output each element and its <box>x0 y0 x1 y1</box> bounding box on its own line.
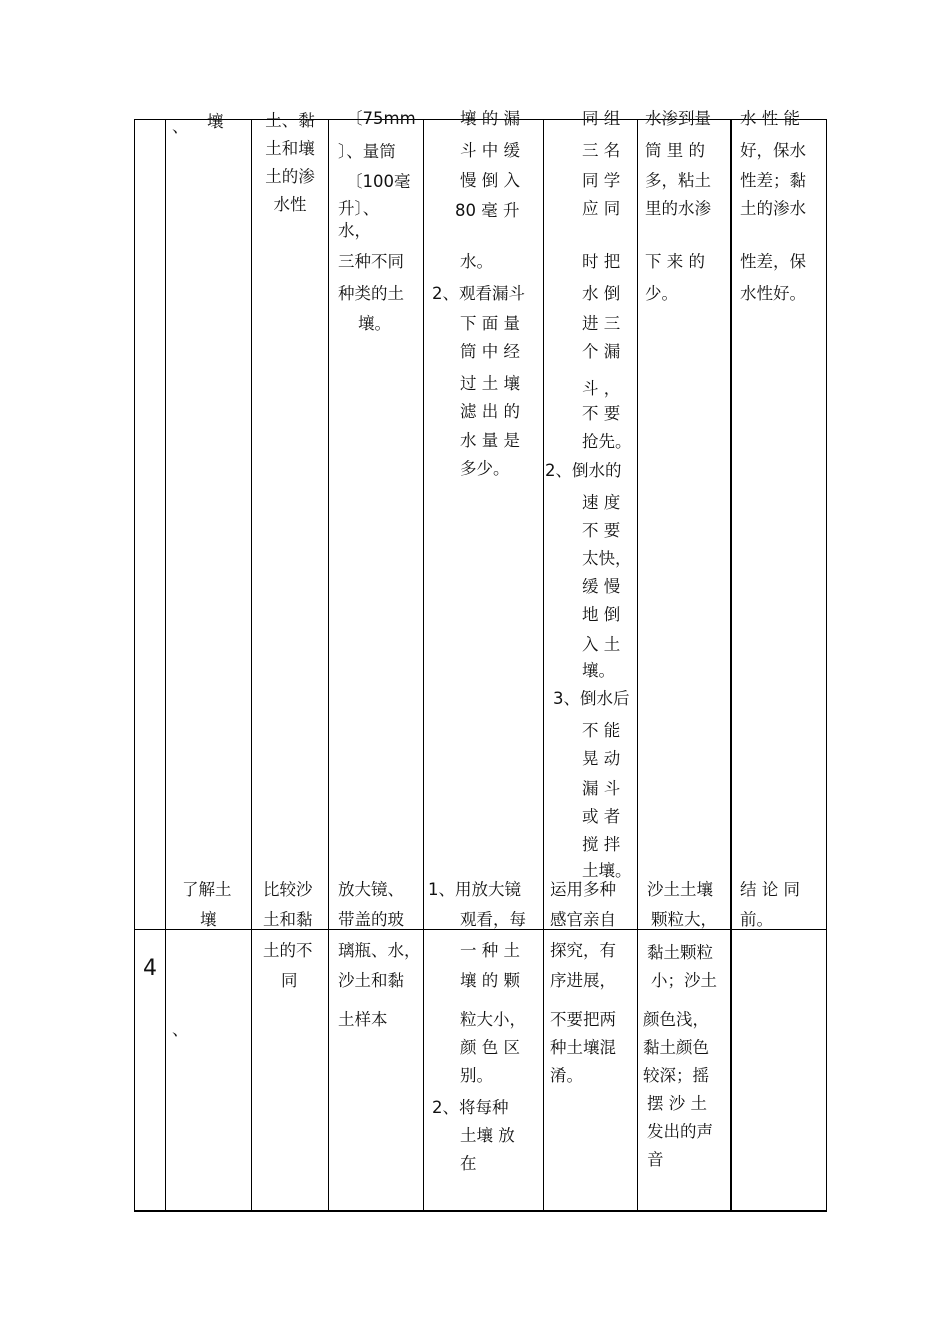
row1-col8-line: 水性好。 <box>740 284 806 303</box>
row1-col7-line: 筒 里 的 <box>645 141 705 160</box>
col-line-2 <box>165 119 166 1211</box>
row1-col8-line: 土的渗水 <box>740 199 806 218</box>
row1-col6-line: 进 三 <box>582 314 621 333</box>
row1-col6-line: 同 组 <box>582 109 621 128</box>
row2-col7-line: 黏土颗粒 <box>647 943 713 962</box>
row1-col7-line: 里的水渗 <box>645 199 711 218</box>
row1-col5-line: 水。 <box>460 252 493 271</box>
row2-col3-line: 比较沙 <box>263 880 313 899</box>
row2-col7-line: 摆 沙 土 <box>647 1094 707 1113</box>
row1-col8-line: 好，保水 <box>740 141 806 160</box>
col-line-8 <box>730 119 732 1211</box>
row1-col6-line: 水 倒 <box>582 284 621 303</box>
row1-col3-line: 土、黏 <box>265 111 315 130</box>
row2-col5-line: 土壤 放 <box>460 1126 515 1145</box>
row1-col4-line: 〔100毫 <box>346 172 411 191</box>
row1-col4-line: 水， <box>338 221 371 240</box>
row1-col4-line: 〔75mm <box>346 109 416 128</box>
row2-col5-line: 壤 的 颗 <box>460 971 520 990</box>
row2-col5-line: 1、用放大镜 <box>428 880 521 899</box>
table-bottom-border <box>134 1210 827 1212</box>
row2-col7-line: 较深；摇 <box>643 1066 709 1085</box>
row1-col6-line: 晃 动 <box>582 749 621 768</box>
row2-col7-line: 小；沙土 <box>651 971 717 990</box>
row2-col8-line: 结 论 同 <box>740 880 800 899</box>
row1-col6-line: 或 者 <box>582 807 621 826</box>
row1-col2-line: 壤 <box>207 112 224 131</box>
row1-col6-line: 个 漏 <box>582 342 621 361</box>
row1-col7-line: 水渗到量 <box>645 109 711 128</box>
row1-col2-line: 、 <box>172 117 189 136</box>
row2-col2-line: 、 <box>172 1020 189 1039</box>
row2-col6-line: 序进展， <box>550 971 616 990</box>
row1-col4-line: 升〕、 <box>338 199 380 218</box>
row2-col6-line: 探究，有 <box>550 941 616 960</box>
row2-col7-line: 发出的声 <box>647 1122 713 1141</box>
row1-col3-line: 水性 <box>273 195 307 214</box>
row2-col7-line: 黏土颜色 <box>643 1038 709 1057</box>
row2-col5-line: 在 <box>460 1154 477 1173</box>
row1-col7-line: 少。 <box>645 284 678 303</box>
row1-col6-line: 2、倒水的 <box>545 461 622 480</box>
row2-col5-line: 粒大小， <box>460 1010 526 1029</box>
col-line-4 <box>328 119 329 1211</box>
row2-col6-line: 种土壤混 <box>550 1038 616 1057</box>
row1-col6-line: 不 要 <box>582 404 621 423</box>
row2-col7-line: 颗粒大， <box>651 910 717 929</box>
col-line-6 <box>543 119 544 1211</box>
row1-col4-line: 种类的土 <box>338 284 404 303</box>
col-line-7 <box>637 119 638 1211</box>
row1-col7-line: 多，粘土 <box>645 171 711 190</box>
col-line-9 <box>826 119 827 1211</box>
row2-col8-line: 前。 <box>740 910 773 929</box>
row1-col7-line: 下 来 的 <box>645 252 705 271</box>
row1-col6-line: 同 学 <box>582 171 621 190</box>
col-line-3 <box>251 119 252 1211</box>
row2-col6-line: 淆。 <box>550 1066 583 1085</box>
row1-col5-line: 多少。 <box>460 459 510 478</box>
row1-col5-line: 斗 中 缓 <box>460 141 520 160</box>
col-line-1 <box>134 119 135 1211</box>
row2-col3-line: 土和黏 <box>263 910 313 929</box>
row2-col2-line: 壤 <box>200 910 217 929</box>
row1-col6-line: 速 度 <box>582 493 621 512</box>
row1-col6-line: 斗 ， <box>582 379 621 398</box>
row2-col4-line: 放大镜、 <box>338 880 404 899</box>
row1-col5-line: 2、观看漏斗 <box>432 284 525 303</box>
row2-col3-line: 同 <box>281 971 298 990</box>
row1-col6-line: 壤。 <box>582 661 615 680</box>
row2-col5-line: 2、将每种 <box>432 1098 509 1117</box>
row1-col6-line: 抢先。 <box>582 432 632 451</box>
row2-col4-line: 璃瓶、水， <box>338 941 421 960</box>
row2-col5-line: 一 种 土 <box>460 941 520 960</box>
row1-col3-cell <box>253 107 327 219</box>
row2-col7-line: 颜色浅， <box>643 1010 709 1029</box>
row2-col7-line: 音 <box>647 1150 664 1169</box>
row-number: 4 <box>143 956 157 981</box>
row2-col6-line: 运用多种 <box>550 880 616 899</box>
row1-col6-line: 缓 慢 <box>582 577 621 596</box>
row1-col6-line: 3、倒水后 <box>553 689 630 708</box>
row1-col6-line: 地 倒 <box>582 605 621 624</box>
row1-col5-line: 滤 出 的 <box>460 402 520 421</box>
row1-col6-line: 太快， <box>582 549 632 568</box>
row2-col6-line: 感官亲自 <box>550 910 616 929</box>
row1-col5-line: 壤 的 漏 <box>460 109 520 128</box>
row2-col4-line: 土样本 <box>338 1010 388 1029</box>
row2-col5-line: 颜 色 区 <box>460 1038 520 1057</box>
row1-col6-line: 三 名 <box>582 141 621 160</box>
col-line-5 <box>423 119 424 1211</box>
row1-col6-line: 土壤。 <box>582 861 632 880</box>
row1-col3-line: 土的渗 <box>265 167 315 186</box>
row1-col5-line: 筒 中 经 <box>460 342 520 361</box>
row2-col4-line: 沙土和黏 <box>338 971 404 990</box>
row1-col5-line: 水 量 是 <box>460 431 520 450</box>
row1-col8-line: 水 性 能 <box>740 109 800 128</box>
row1-col4-line: 〕、量筒 <box>338 142 396 161</box>
row1-col6-line: 不 要 <box>582 521 621 540</box>
row1-col5-line: 过 土 壤 <box>460 374 520 393</box>
row2-col7-line: 沙土土壤 <box>647 880 713 899</box>
row2-col3-line: 土的不 <box>263 941 313 960</box>
row1-col6-line: 时 把 <box>582 252 621 271</box>
row2-col2-line: 了解土 <box>182 880 232 899</box>
row2-col5-line: 别。 <box>460 1066 493 1085</box>
row1-col5-line: 慢 倒 入 <box>460 171 520 190</box>
row1-col6-line: 不 能 <box>582 721 621 740</box>
row1-col8-line: 性差，保 <box>740 252 806 271</box>
row2-col4-line: 带盖的玻 <box>338 910 404 929</box>
row1-col3-line: 土和壤 <box>265 139 315 158</box>
row1-col5-line: 下 面 量 <box>460 314 520 333</box>
row2-col5-line: 观看，每 <box>460 910 526 929</box>
row1-col8-line: 性差；黏 <box>740 171 806 190</box>
row1-col4-line: 壤。 <box>358 314 391 333</box>
row1-col6-line: 应 同 <box>582 199 621 218</box>
row1-col4-line: 三种不同 <box>338 252 404 271</box>
row1-col5-line: 80 毫 升 <box>455 201 520 220</box>
row2-col6-line: 不要把两 <box>550 1010 616 1029</box>
row1-col6-line: 入 土 <box>582 635 621 654</box>
row1-col6-line: 搅 拌 <box>582 835 621 854</box>
row1-col6-line: 漏 斗 <box>582 779 621 798</box>
